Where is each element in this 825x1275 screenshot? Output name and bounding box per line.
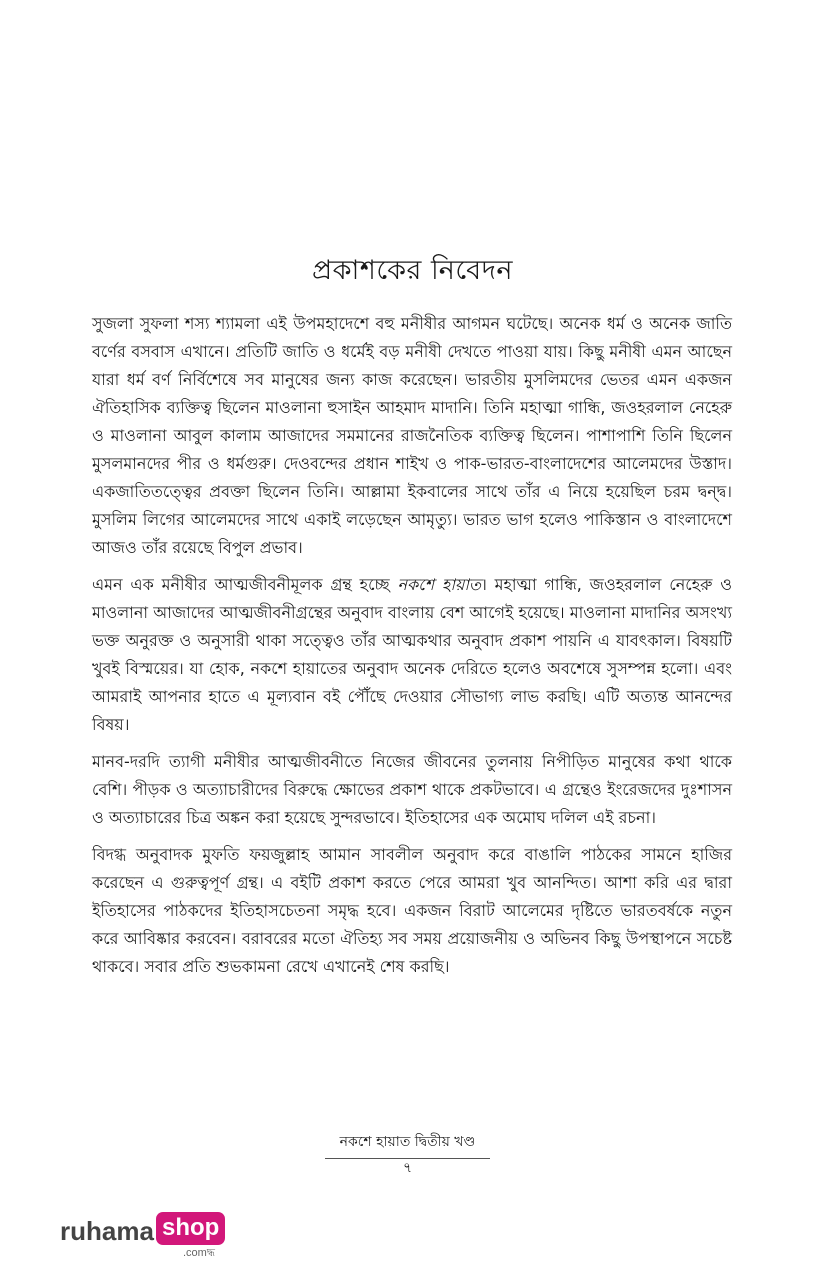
ruhama-shop-logo <box>60 1212 240 1262</box>
logo-text-shop: shop <box>156 1212 225 1245</box>
preface-body <box>92 310 732 990</box>
book-title-italic: নকশে হায়াত <box>397 575 482 594</box>
paragraph-2 <box>92 571 732 739</box>
page-title: প্রকাশকের নিবেদন <box>311 255 514 286</box>
paragraph-2-start: এমন এক মনীষীর আত্মজীবনীমূলক গ্রন্থ হচ্ছে <box>92 575 398 594</box>
paragraph-4: বিদগ্ধ অনুবাদক মুফতি ফয়জুল্লাহ আমান সাবলীল অনুবাদ করে বাঙালি পাঠকের সামনে হাজির করেছেন এ গুরুত্বপূর্ণ গ্রন্থ। এ বইটি প্রকাশ করতে পেরে আমরা খুব আনন্দিত। আশা করি এর দ্বারা ইতিহাসের পাঠকদের ইতিহাসচেতনা সমৃদ্ধ হবে। একজন বিরাট আলেমের দৃষ্টিতে ভারতবর্ষকে নতুন করে আবিষ্কার করবেন। বরাবরের মতো ঐতিহ্য সব সময় প্রয়োজনীয় ও অভিনব কিছু উপস্থাপনে সচেষ্ট থাকবে। সবার প্রতি শুভকামনা রেখে এখানেই শেষ করছি। <box>92 845 732 976</box>
paragraph-2-rest: । মহাত্মা গান্ধি, জওহরলাল নেহেরু ও মাওলানা আজাদের আত্মজীবনীগ্রন্থের অনুবাদ বাংলায় বেশ আগেই হয়েছে। মাওলানা মাদানির অসংখ্য ভক্ত অনুরক্ত ও অনুসারী থাকা সত্ত্বেও তাঁর আত্মকথার অনুবাদ প্রকাশ পায়নি এ যাবৎকাল। বিষয়টি খুবই বিস্ময়ের। যা হোক, নকশে হায়াতের অনুবাদ অনেক দেরিতে হলেও অবশেষে সুসম্পন্ন হলো। এবং আমরাই আপনার হাতে এ মূল্যবান বই পৌঁছে দেওয়ার সৌভাগ্য লাভ করছি। এটি অত্যন্ত আনন্দের বিষয়। <box>92 575 733 734</box>
logo-text-domain: .comদ্ধ <box>183 1247 215 1259</box>
paragraph-1: সুজলা সুফলা শস্য শ্যামলা এই উপমহাদেশে বহু মনীষীর আগমন ঘটেছে। অনেক ধর্ম ও অনেক জাতি বর্ণের বসবাস এখানে। প্রতিটি জাতি ও ধর্মেই বড় মনীষী দেখতে পাওয়া যায়। কিছু মনীষী এমন আছেন যারা ধর্ম বর্ণ নির্বিশেষে সব মানুষের জন্য কাজ করেছেন। ভারতীয় মুসলিমদের ভেতর এমন একজন ঐতিহাসিক ব্যক্তিত্ব ছিলেন মাওলানা হুসাইন আহমাদ মাদানি। তিনি মহাত্মা গান্ধি, জওহরলাল নেহেরু ও মাওলানা আবুল কালাম আজাদের সমমানের রাজনৈতিক ব্যক্তিত্ব ছিলেন। পাশাপাশি তিনি ছিলেন মুসলমানদের পীর ও ধর্মগুরু। দেওবন্দের প্রধান শাইখ ও পাক-ভারত-বাংলাদেশের আলেমদের উস্তাদ। একজাতিতত্ত্বের প্রবক্তা ছিলেন তিনি। আল্লামা ইকবালের সাথে তাঁর এ নিয়ে হয়েছিল চরম দ্বন্দ্ব। মুসলিম লিগের আলেমদের সাথে একাই লড়েছেন আমৃত্যু। ভারত ভাগ হলেও পাকিস্তান ও বাংলাদেশে আজও তাঁর রয়েছে বিপুল প্রভাব। <box>92 314 732 557</box>
page-number: ৭ <box>402 1160 413 1176</box>
logo-text-ruhama: ruhama <box>60 1216 154 1246</box>
paragraph-3: মানব-দরদি ত্যাগী মনীষীর আত্মজীবনীতে নিজের জীবনের তুলনায় নিপীড়িত মানুষের কথা থাকে বেশি। পীড়ক ও অত্যাচারীদের বিরুদ্ধে ক্ষোভের প্রকাশ থাকে প্রকটভাবে। এ গ্রন্থেও ইংরেজদের দুঃশাসন ও অত্যাচারের চিত্র অঙ্কন করা হয়েছে সুন্দরভাবে। ইতিহাসের এক অমোঘ দলিল এই রচনা। <box>92 752 732 827</box>
running-footer-title: নকশে হায়াত দ্বিতীয় খণ্ড <box>325 1130 490 1159</box>
